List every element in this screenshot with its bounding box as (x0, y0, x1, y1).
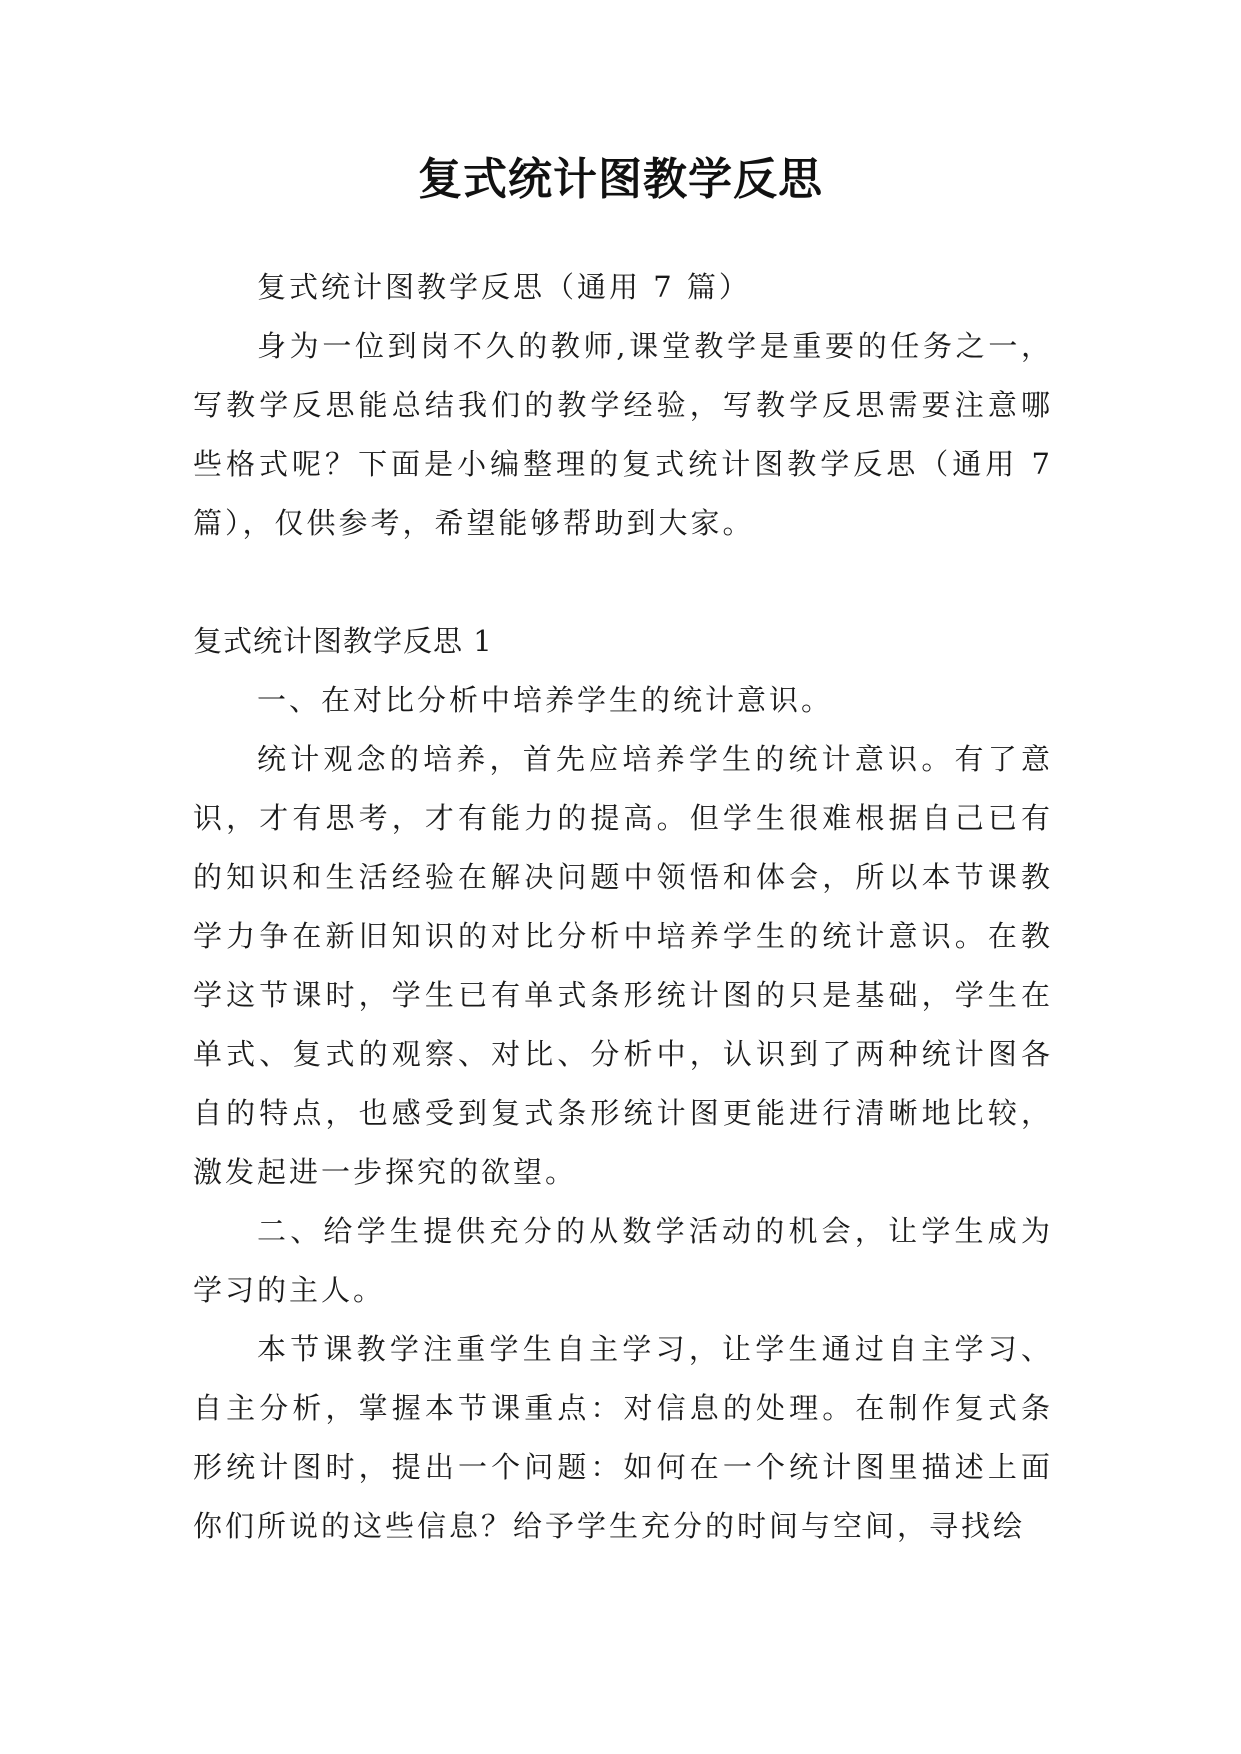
intro-paragraph: 身为一位到岗不久的教师,课堂教学是重要的任务之一，写教学反思能总结我们的教学经验，写教学反思需要注意哪些格式呢？下面是小编整理的复式统计图教学反思（通用 7 篇），仅供参考，希望能够帮助到大家。 (193, 329, 1053, 540)
section-point-2: 二、给学生提供充分的从数学活动的机会，让学生成为学习的主人。 (193, 1214, 1053, 1307)
section-point-1: 一、在对比分析中培养学生的统计意识。 (257, 683, 834, 717)
section-heading: 复式统计图教学反思 1 (193, 624, 493, 658)
body-paragraph-1: 统计观念的培养，首先应培养学生的统计意识。有了意识，才有思考，才有能力的提高。但学生很难根据自己已有的知识和生活经验在解决问题中领悟和体会，所以本节课教学力争在新旧知识的对比分析中培养学生的统计意识。在教学这节课时，学生已有单式条形统计图的只是基础，学生在单式、复式的观察、对比、分析中，认识到了两种统计图各自的特点，也感受到复式条形统计图更能进行清晰地比较，激发起进一步探究的欲望。 (193, 742, 1053, 1189)
body-paragraph-2: 本节课教学注重学生自主学习，让学生通过自主学习、自主分析，掌握本节课重点：对信息的处理。在制作复式条形统计图时，提出一个问题：如何在一个统计图里描述上面你们所说的这些信息？给予学生充分的时间与空间，寻找绘 (193, 1332, 1053, 1543)
document-title: 复式统计图教学反思 (418, 154, 823, 205)
document-body (193, 258, 1053, 1556)
document-subtitle: 复式统计图教学反思（通用 7 篇） (257, 270, 751, 304)
